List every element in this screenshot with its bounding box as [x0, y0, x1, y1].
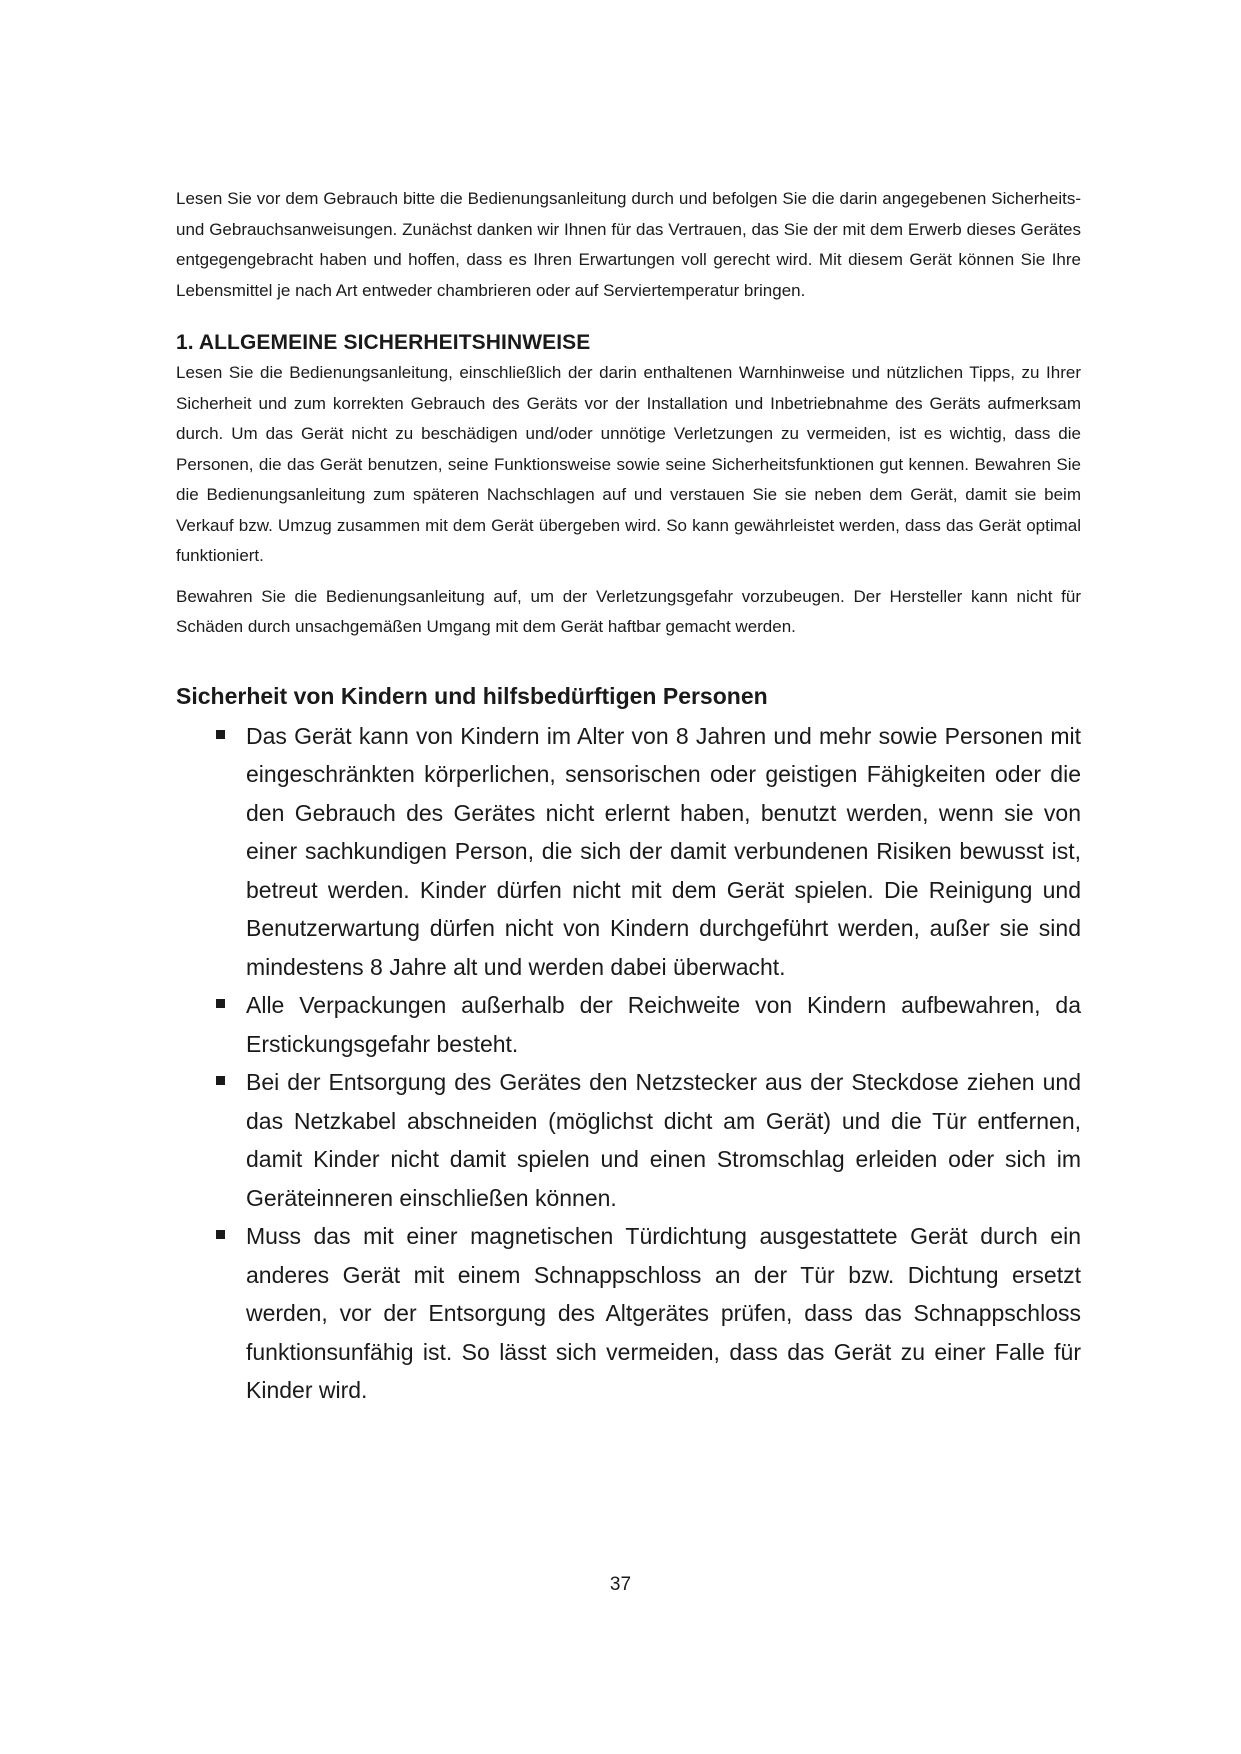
list-item — [176, 717, 1081, 987]
list-item-text: Bei der Entsorgung des Gerätes den Netzstecker aus der Steckdose ziehen und das Netzkabel abschneiden (möglichst dicht am Gerät) und die Tür entfernen, damit Kinder nicht damit spielen und einen Stromschlag erleiden oder sich im Geräteinneren einschließen können. — [246, 1069, 1081, 1211]
list-item — [176, 986, 1081, 1063]
square-bullet-icon — [216, 1076, 225, 1085]
bullet-list — [176, 717, 1081, 1410]
subsection-title: Sicherheit von Kindern und hilfsbedürftigen Personen — [176, 682, 768, 709]
list-item — [176, 1063, 1081, 1217]
list-item-text: Muss das mit einer magnetischen Türdichtung ausgestattete Gerät durch ein anderes Gerät mit einem Schnappschloss an der Tür bzw. Dichtung ersetzt werden, vor der Entsorgung des Altgerätes prüfen, dass das Schnappschloss funktionsunfähig ist. So lässt sich vermeiden, dass das Gerät zu einer Falle für Kinder wird. — [246, 1223, 1081, 1403]
square-bullet-icon — [216, 1230, 225, 1239]
list-item-text: Das Gerät kann von Kindern im Alter von 8 Jahren und mehr sowie Personen mit eingeschränkten körperlichen, sensorischen oder geistigen Fähigkeiten oder die den Gebrauch des Gerätes nicht erlernt haben, benutzt werden, wenn sie von einer sachkundigen Person, die sich der damit verbundenen Risiken bewusst ist, betreut werden. Kinder dürfen nicht mit dem Gerät spielen. Die Reinigung und Benutzerwartung dürfen nicht von Kindern durchgeführt werden, außer sie sind mindestens 8 Jahre alt und werden dabei überwacht. — [246, 722, 1081, 980]
intro-paragraph: Lesen Sie vor dem Gebrauch bitte die Bedienungsanleitung durch und befolgen Sie die darin angegebenen Sicherheits- und Gebrauchsanweisungen. Zunächst danken wir Ihnen für das Vertrauen, das Sie der mit dem Erwerb dieses Gerätes entgegengebracht haben und hoffen, dass es Ihren Erwartungen voll gerecht wird. Mit diesem Gerät können Sie Ihre Lebensmittel je nach Art entweder chambrieren oder auf Serviertemperatur bringen. — [176, 189, 1081, 300]
list-item-text: Alle Verpackungen außerhalb der Reichweite von Kindern aufbewahren, da Erstickungsgefahr besteht. — [246, 992, 1081, 1057]
section-title: 1. ALLGEMEINE SICHERHEITSHINWEISE — [176, 331, 591, 354]
section-paragraph-2: Bewahren Sie die Bedienungsanleitung auf, um der Verletzungsgefahr vorzubeugen. Der Hersteller kann nicht für Schäden durch unsachgemäßen Umgang mit dem Gerät haftbar gemacht werden. — [176, 586, 1081, 636]
square-bullet-icon — [216, 999, 225, 1008]
square-bullet-icon — [216, 730, 225, 739]
list-item — [176, 1217, 1081, 1410]
section-paragraph-1: Lesen Sie die Bedienungsanleitung, einschließlich der darin enthaltenen Warnhinweise und nützlichen Tipps, zu Ihrer Sicherheit und zum korrekten Gebrauch des Geräts vor der Installation und Inbetriebnahme des Geräts aufmerksam durch. Um das Gerät nicht zu beschädigen und/oder unnötige Verletzungen zu vermeiden, ist es wichtig, dass die Personen, die das Gerät benutzen, seine Funktionsweise sowie seine Sicherheitsfunktionen gut kennen. Bewahren Sie die Bedienungsanleitung zum späteren Nachschlagen auf und verstauen Sie sie neben dem Gerät, damit sie beim Verkauf bzw. Umzug zusammen mit dem Gerät übergeben wird. So kann gewährleistet werden, dass das Gerät optimal funktioniert. — [176, 363, 1081, 565]
document-page — [176, 184, 1081, 1410]
page-number: 37 — [609, 1574, 632, 1595]
